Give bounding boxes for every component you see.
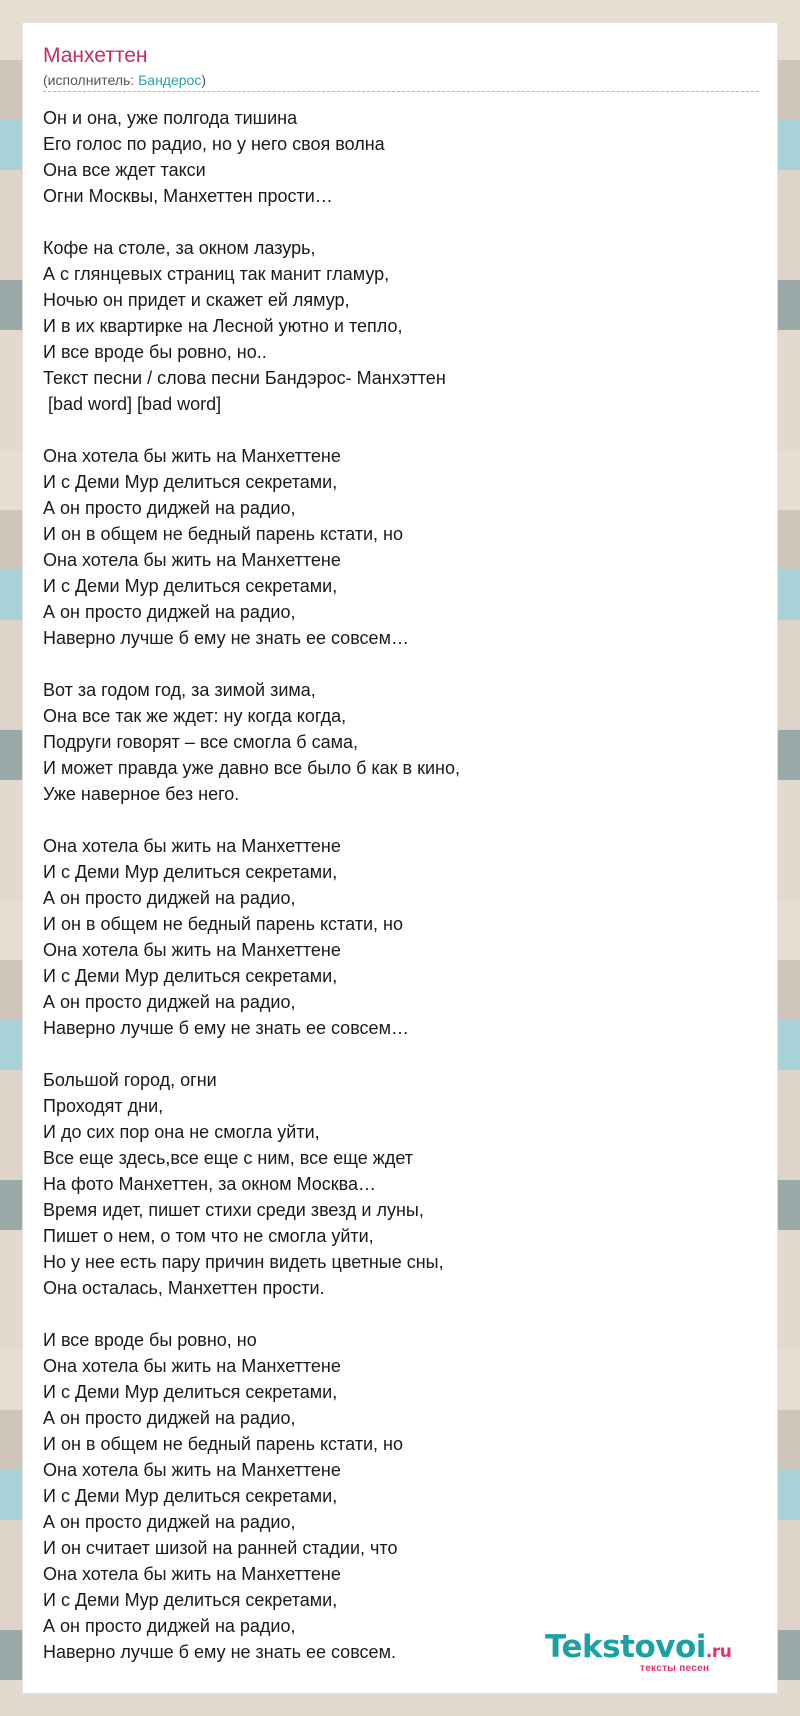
logo-name: Tekstovoi <box>545 1629 706 1665</box>
lyric-line: И до сих пор она не смогла уйти, <box>43 1122 320 1142</box>
lyrics-text <box>43 105 763 1665</box>
lyric-line: И он в общем не бедный парень кстати, но <box>43 524 403 544</box>
performer-suffix: ) <box>201 72 206 88</box>
lyric-line: И может правда уже давно все было б как в кино, <box>43 758 460 778</box>
lyric-line <box>43 651 763 677</box>
lyric-line: Текст песни / слова песни Бандэрос- Манхэттен <box>43 368 446 388</box>
lyric-line: А он просто диджей на радио, <box>43 1512 296 1532</box>
lyric-line: А он просто диджей на радио, <box>43 498 296 518</box>
lyric-line: Подруги говорят – все смогла б сама, <box>43 732 358 752</box>
lyric-line: Пишет о нем, о том что не смогла уйти, <box>43 1226 374 1246</box>
lyric-line: И с Деми Мур делиться секретами, <box>43 1382 338 1402</box>
lyric-line: И он считает шизой на ранней стадии, что <box>43 1538 398 1558</box>
lyric-line: Его голос по радио, но у него своя волна <box>43 134 385 154</box>
lyric-line: И он в общем не бедный парень кстати, но <box>43 914 403 934</box>
lyric-line: А он просто диджей на радио, <box>43 602 296 622</box>
lyric-line: А он просто диджей на радио, <box>43 992 296 1012</box>
lyric-line: Огни Москвы, Манхеттен прости… <box>43 186 333 206</box>
lyric-line: Она осталась, Манхеттен прости. <box>43 1278 325 1298</box>
lyric-line: А он просто диджей на радио, <box>43 1408 296 1428</box>
lyric-line: И с Деми Мур делиться секретами, <box>43 576 338 596</box>
lyric-line: И он в общем не бедный парень кстати, но <box>43 1434 403 1454</box>
lyric-line: Наверно лучше б ему не знать ее совсем. <box>43 1642 396 1662</box>
lyric-line: Но у нее есть пару причин видеть цветные сны, <box>43 1252 444 1272</box>
lyric-line: Она хотела бы жить на Манхеттене <box>43 1564 341 1584</box>
lyric-line: А с глянцевых страниц так манит гламур, <box>43 264 390 284</box>
lyric-line <box>43 417 763 443</box>
lyrics-card <box>22 22 778 1694</box>
lyric-line: Наверно лучше б ему не знать ее совсем… <box>43 628 409 648</box>
lyric-line: Вот за годом год, за зимой зима, <box>43 680 316 700</box>
lyric-line: Ночью он придет и скажет ей лямур, <box>43 290 350 310</box>
performer-link[interactable]: Бандерос <box>138 72 202 88</box>
lyric-line: Она хотела бы жить на Манхеттене <box>43 836 341 856</box>
lyric-line: Она все так же ждет: ну когда когда, <box>43 706 347 726</box>
lyric-line: Она хотела бы жить на Манхеттене <box>43 550 341 570</box>
lyric-line: И все вроде бы ровно, но <box>43 1330 257 1350</box>
lyric-line: И с Деми Мур делиться секретами, <box>43 1590 338 1610</box>
site-logo[interactable] <box>545 1630 775 1678</box>
lyric-line: На фото Манхеттен, за окном Москва… <box>43 1174 377 1194</box>
lyric-line <box>43 1301 763 1327</box>
performer-line <box>43 71 759 89</box>
performer-prefix: (исполнитель: <box>43 72 139 88</box>
lyric-line: И с Деми Мур делиться секретами, <box>43 862 338 882</box>
lyric-line: Время идет, пишет стихи среди звезд и луны, <box>43 1200 424 1220</box>
lyric-line <box>43 209 763 235</box>
lyric-line: И все вроде бы ровно, но.. <box>43 342 267 362</box>
logo-tagline: тексты песен <box>640 1663 710 1674</box>
lyric-line: Она все ждет такси <box>43 160 206 180</box>
lyric-line: А он просто диджей на радио, <box>43 1616 296 1636</box>
lyric-line: Все еще здесь,все еще с ним, все еще ждет <box>43 1148 413 1168</box>
lyric-line: Уже наверное без него. <box>43 784 240 804</box>
lyric-line: Большой город, огни <box>43 1070 217 1090</box>
lyric-line <box>43 1041 763 1067</box>
lyric-line: Она хотела бы жить на Манхеттене <box>43 1356 341 1376</box>
lyric-line <box>43 807 763 833</box>
lyric-line: Он и она, уже полгода тишина <box>43 108 298 128</box>
lyric-line: А он просто диджей на радио, <box>43 888 296 908</box>
lyric-line: Она хотела бы жить на Манхеттене <box>43 1460 341 1480</box>
logo-tld: .ru <box>705 1642 732 1662</box>
lyric-line: [bad word] [bad word] <box>43 394 222 414</box>
song-header <box>43 43 759 92</box>
lyric-line: И с Деми Мур делиться секретами, <box>43 1486 338 1506</box>
lyric-line: Наверно лучше б ему не знать ее совсем… <box>43 1018 409 1038</box>
lyric-line: И с Деми Мур делиться секретами, <box>43 966 338 986</box>
lyric-line: И в их квартирке на Лесной уютно и тепло, <box>43 316 403 336</box>
lyric-line: Она хотела бы жить на Манхеттене <box>43 446 341 466</box>
lyric-line: Кофе на столе, за окном лазурь, <box>43 238 316 258</box>
lyric-line: Она хотела бы жить на Манхеттене <box>43 940 341 960</box>
lyric-line: И с Деми Мур делиться секретами, <box>43 472 338 492</box>
lyric-line: Проходят дни, <box>43 1096 164 1116</box>
song-title: Манхеттен <box>43 44 148 67</box>
